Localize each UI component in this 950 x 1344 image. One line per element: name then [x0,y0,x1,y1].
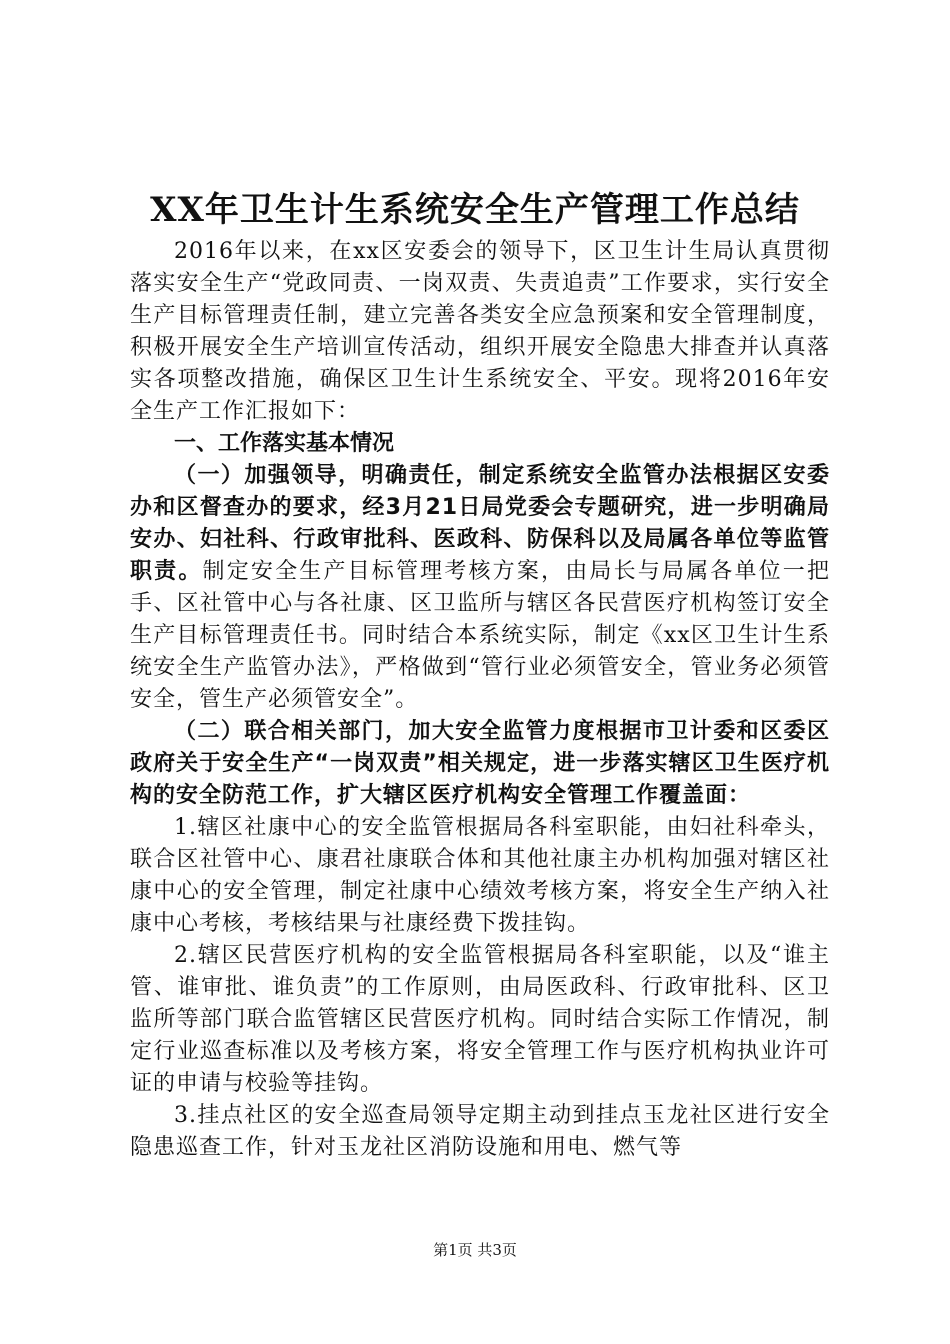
list-item-1: 1.辖区社康中心的安全监管根据局各科室职能，由妇社科牵头，联合区社管中心、康君社康联合体和其他社康主办机构加强对辖区社康中心的安全管理，制定社康中心绩效考核方案，将安全生产纳入社康中心考核，考核结果与社康经费下拨挂钩。 [130,815,830,936]
subsection-1-lead: （一）加强领导，明确责任，制定系统安全监管办法根据区安委办和区督查办的要求，经3月21日局党委会专题研究，进一步明确局安办、妇社科、行政审批科、医政科、防保科以及局属各单位等监管职责。 [130,463,830,584]
subsection-2-lead: （二）联合相关部门，加大安全监管力度根据市卫计委和区委区政府关于安全生产“一岗双责”相关规定，进一步落实辖区卫生医疗机构的安全防范工作，扩大辖区医疗机构安全管理工作覆盖面： [130,719,830,808]
subsection-1-body: 制定安全生产目标管理考核方案，由局长与局属各单位一把手、区社管中心与各社康、区卫监所与辖区各民营医疗机构签订安全生产目标管理责任书。同时结合本系统实际，制定《xx区卫生计生系统安全生产监管办法》，严格做到“管行业必须管安全，管业务必须管安全，管生产必须管安全”。 [130,559,830,712]
subsection-2-paragraph [130,716,830,812]
document-body [130,236,830,1164]
list-item-2: 2.辖区民营医疗机构的安全监管根据局各科室职能，以及“谁主管、谁审批、谁负责”的工作原则，由局医政科、行政审批科、区卫监所等部门联合监管辖区民营医疗机构。同时结合实际工作情况，制定行业巡查标准以及考核方案，将安全管理工作与医疗机构执业许可证的申请与校验等挂钩。 [130,943,830,1096]
section-heading-1: 一、工作落实基本情况 [174,431,395,456]
subsection-1-paragraph [130,460,830,716]
intro-paragraph: 2016年以来，在xx区安委会的领导下，区卫生计生局认真贯彻落实安全生产“党政同责、一岗双责、失责追责”工作要求，实行安全生产目标管理责任制，建立完善各类安全应急预案和安全管理制度，积极开展安全生产培训宣传活动，组织开展安全隐患大排查并认真落实各项整改措施，确保区卫生计生系统安全、平安。现将2016年安全生产工作汇报如下： [130,239,830,424]
page-footer: 第1页 共3页 [433,1241,517,1259]
document-title: XX年卫生计生系统安全生产管理工作总结 [150,190,800,230]
list-item-3: 3.挂点社区的安全巡查局领导定期主动到挂点玉龙社区进行安全隐患巡查工作，针对玉龙社区消防设施和用电、燃气等 [130,1103,830,1160]
